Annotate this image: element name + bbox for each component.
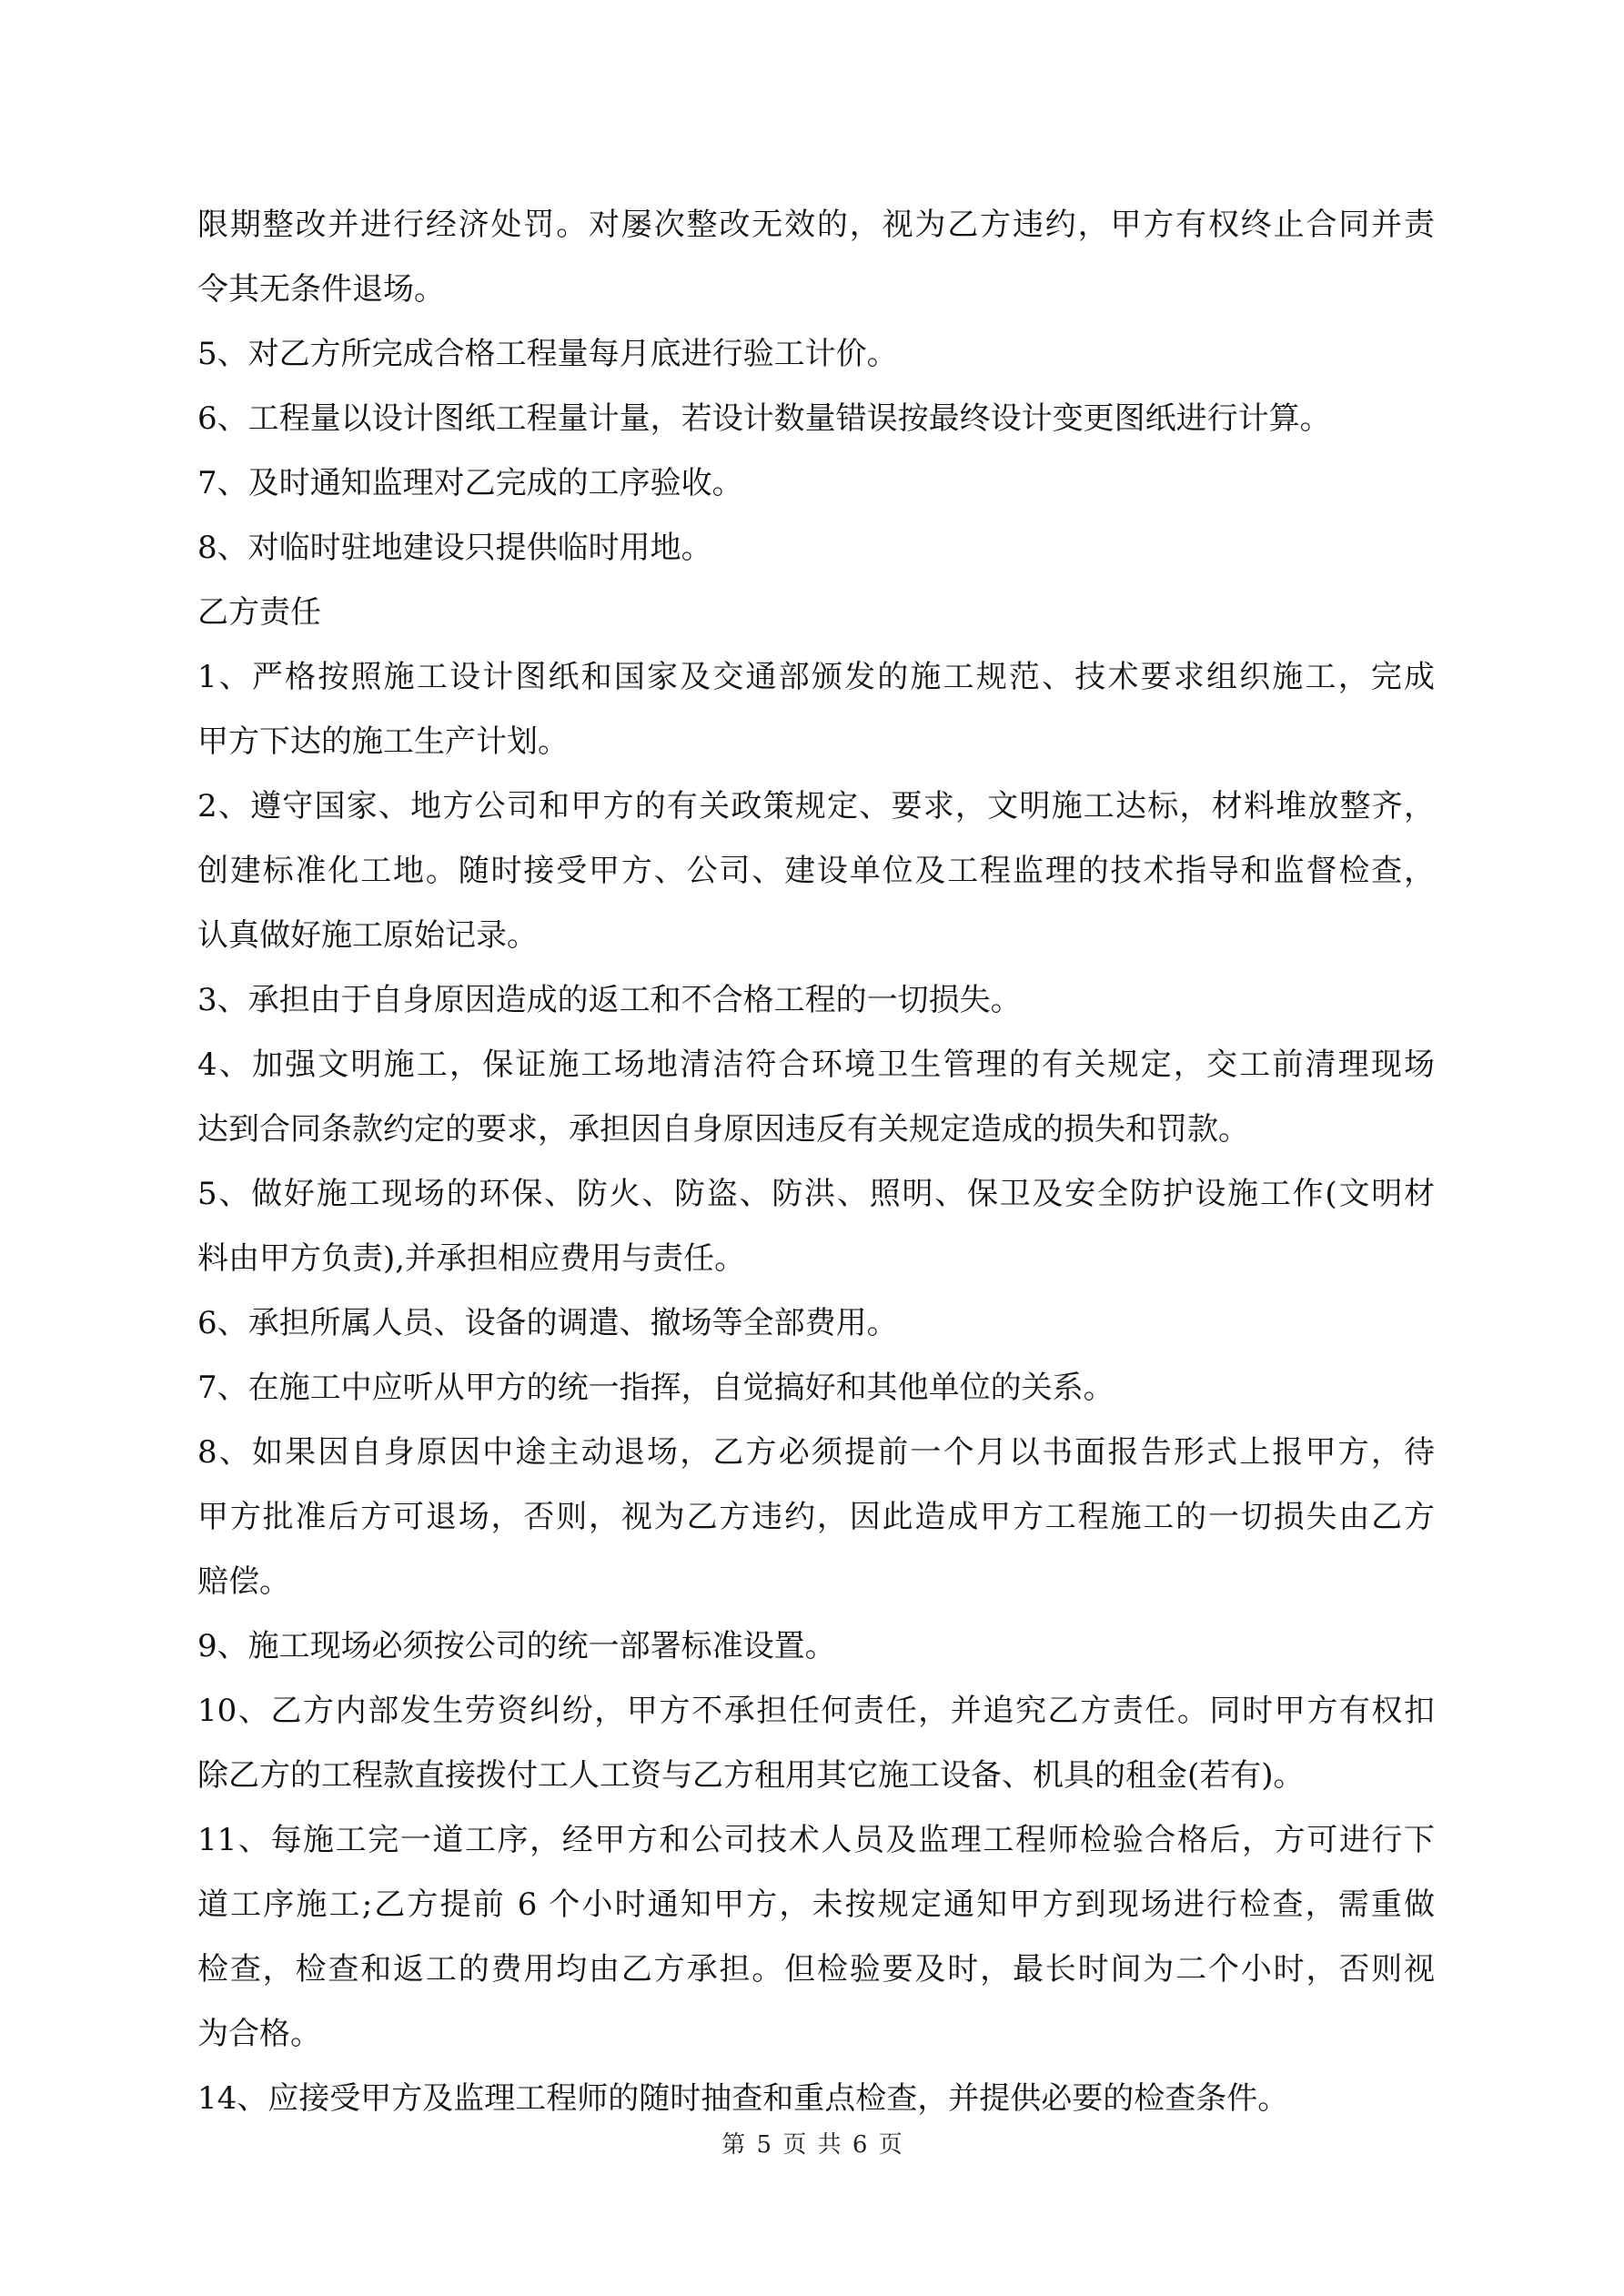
text-line: 道工序施工;乙方提前 6 个小时通知甲方，未按规定通知甲方到现场进行检查，需重做 <box>197 1886 1435 1923</box>
text-line: 5、做好施工现场的环保、防火、防盗、防洪、照明、保卫及安全防护设施工作(文明材 <box>197 1176 1435 1212</box>
text-line: 11、每施工完一道工序，经甲方和公司技术人员及监理工程师检验合格后，方可进行下 <box>197 1822 1435 1858</box>
text-line: 8、对临时驻地建设只提供临时用地。 <box>197 530 712 566</box>
text-line: 14、应接受甲方及监理工程师的随时抽查和重点检查，并提供必要的检查条件。 <box>197 2080 1289 2117</box>
text-line: 限期整改并进行经济处罚。对屡次整改无效的，视为乙方违约，甲方有权终止合同并责 <box>197 207 1435 243</box>
page-number-footer: 第 5 页 共 6 页 <box>721 2131 903 2159</box>
text-line: 甲方批准后方可退场，否则，视为乙方违约，因此造成甲方工程施工的一切损失由乙方 <box>197 1499 1435 1535</box>
text-line: 检查，检查和返工的费用均由乙方承担。但检验要及时，最长时间为二个小时，否则视 <box>197 1951 1435 1988</box>
document-body <box>197 193 1435 2131</box>
text-line: 2、遵守国家、地方公司和甲方的有关政策规定、要求，文明施工达标，材料堆放整齐， <box>197 788 1435 824</box>
text-line: 7、及时通知监理对乙完成的工序验收。 <box>197 465 743 501</box>
text-line: 料由甲方负责),并承担相应费用与责任。 <box>197 1240 746 1277</box>
text-line: 7、在施工中应听从甲方的统一指挥，自觉搞好和其他单位的关系。 <box>197 1370 1115 1406</box>
text-line: 3、承担由于自身原因造成的返工和不合格工程的一切损失。 <box>197 982 1022 1018</box>
text-line: 4、加强文明施工，保证施工场地清洁符合环境卫生管理的有关规定，交工前清理现场 <box>197 1047 1435 1083</box>
text-line: 除乙方的工程款直接拨付工人工资与乙方租用其它施工设备、机具的租金(若有)。 <box>197 1757 1305 1794</box>
text-line: 令其无条件退场。 <box>197 271 445 308</box>
text-line: 10、乙方内部发生劳资纠纷，甲方不承担任何责任，并追究乙方责任。同时甲方有权扣 <box>197 1693 1435 1729</box>
text-line: 6、承担所属人员、设备的调遣、撤场等全部费用。 <box>197 1305 898 1341</box>
text-line: 8、如果因自身原因中途主动退场，乙方必须提前一个月以书面报告形式上报甲方，待 <box>197 1434 1435 1471</box>
text-line: 9、施工现场必须按公司的统一部署标准设置。 <box>197 1628 836 1664</box>
text-line: 达到合同条款约定的要求，承担因自身原因违反有关规定造成的损失和罚款。 <box>197 1111 1249 1148</box>
section-heading: 乙方责任 <box>197 594 321 631</box>
text-line: 为合格。 <box>197 2016 321 2052</box>
text-line: 创建标准化工地。随时接受甲方、公司、建设单位及工程监理的技术指导和监督检查， <box>197 853 1435 889</box>
text-line: 甲方下达的施工生产计划。 <box>197 723 569 760</box>
text-line: 赔偿。 <box>197 1563 290 1600</box>
text-line: 认真做好施工原始记录。 <box>197 917 538 954</box>
text-line: 6、工程量以设计图纸工程量计量，若设计数量错误按最终设计变更图纸进行计算。 <box>197 400 1331 437</box>
text-line: 5、对乙方所完成合格工程量每月底进行验工计价。 <box>197 336 898 372</box>
text-line: 1、严格按照施工设计图纸和国家及交通部颁发的施工规范、技术要求组织施工，完成 <box>197 659 1435 695</box>
